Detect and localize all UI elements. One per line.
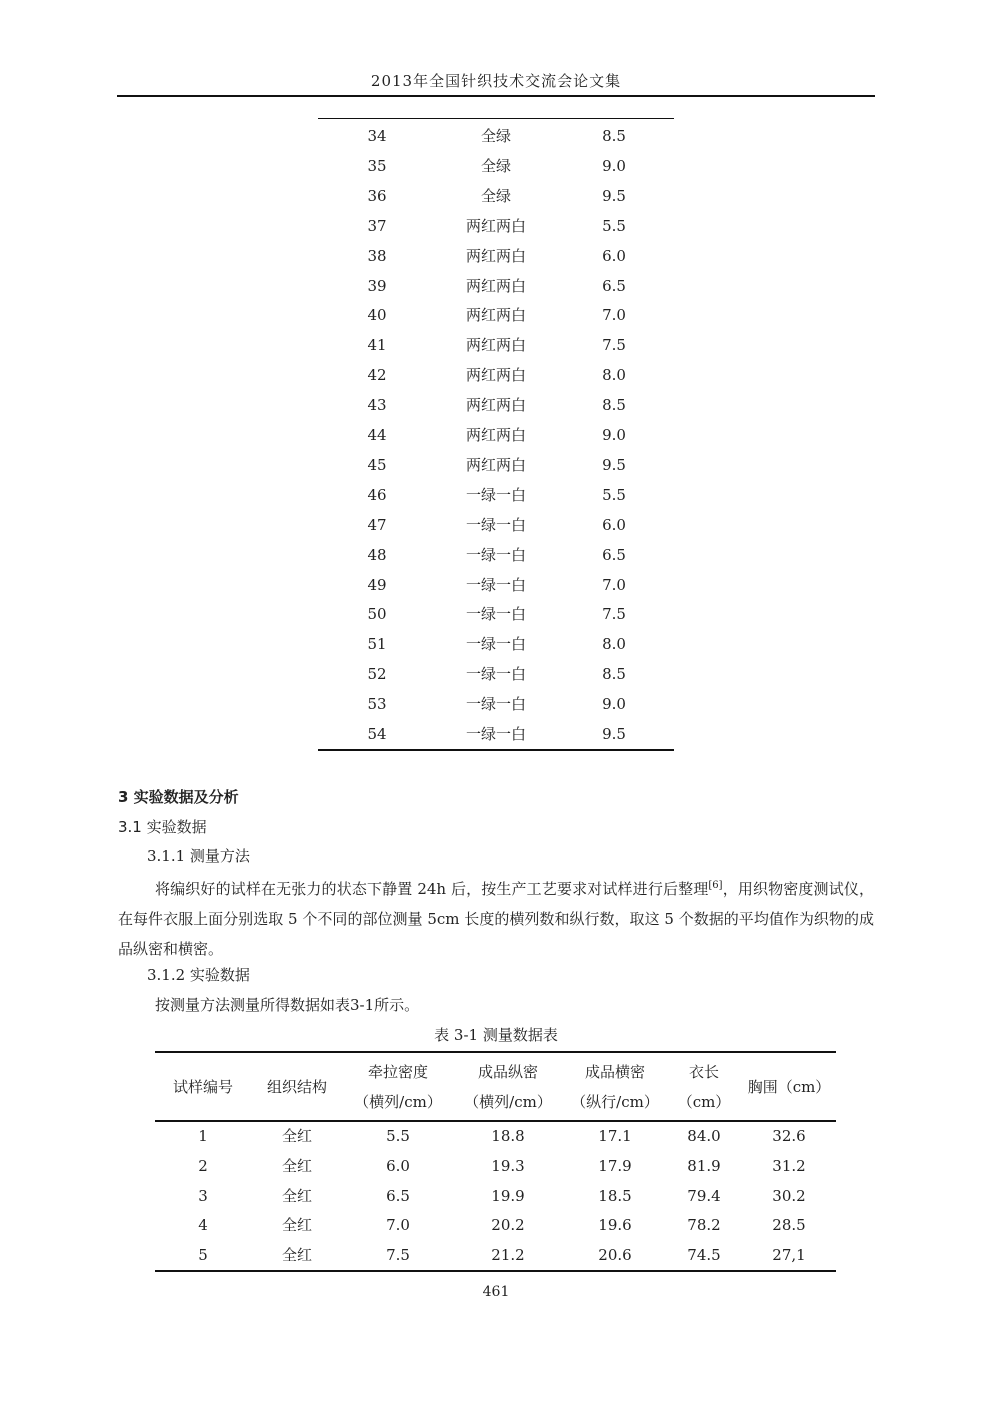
paragraph-text: 将编织好的试样在无张力的状态下静置 24h 后，按生产工艺要求对试样进行后整理 — [155, 880, 709, 898]
table-cell: 全红 — [281, 1246, 312, 1265]
table-cell: 19.9 — [491, 1186, 525, 1205]
sample-number-cell: 47 — [367, 515, 387, 534]
table-row — [318, 121, 674, 151]
sample-number-cell: 39 — [367, 276, 387, 295]
column-header: 衣长 — [688, 1063, 719, 1081]
table-row — [318, 450, 674, 480]
table-cell: 5.5 — [386, 1127, 410, 1145]
table2-header — [155, 1057, 836, 1117]
structure-cell: 一绿一白 — [465, 575, 526, 594]
structure-cell: 一绿一白 — [465, 605, 526, 624]
structure-cell: 一绿一白 — [465, 545, 526, 564]
sample-number-cell: 41 — [367, 336, 387, 355]
sample-number-cell: 35 — [367, 156, 387, 175]
table2-top-border — [155, 1051, 836, 1053]
structure-cell: 两红两白 — [465, 276, 526, 295]
sample-number-cell: 54 — [367, 725, 387, 743]
table-cell: 31.2 — [772, 1156, 806, 1175]
density-cell: 8.5 — [602, 665, 626, 684]
table-cell: 全红 — [281, 1127, 312, 1145]
table-row — [155, 1121, 836, 1151]
density-cell: 7.0 — [602, 306, 626, 325]
column-header-unit: （横列/cm） — [354, 1093, 442, 1111]
table-cell: 3 — [198, 1186, 208, 1205]
sample-number-cell: 52 — [367, 665, 387, 684]
table-row — [318, 360, 674, 390]
table-row — [318, 629, 674, 659]
table-cell: 7.0 — [386, 1216, 410, 1235]
column-header: 胸围（cm） — [747, 1078, 831, 1096]
section-heading-3-1-1: 3.1.1 测量方法 — [147, 847, 250, 865]
density-cell: 7.5 — [602, 605, 626, 624]
sample-number-cell: 46 — [367, 485, 387, 504]
table-cell: 全红 — [281, 1186, 312, 1205]
column-header: 组织结构 — [266, 1078, 327, 1096]
table-cell: 18.8 — [491, 1127, 525, 1145]
structure-cell: 一绿一白 — [465, 665, 526, 684]
density-cell: 7.0 — [602, 575, 626, 594]
table-row — [155, 1151, 836, 1181]
density-cell: 6.5 — [602, 276, 626, 295]
table-cell: 1 — [198, 1127, 208, 1145]
table-cell: 19.6 — [598, 1216, 632, 1235]
table-cell: 78.2 — [687, 1216, 721, 1235]
density-cell: 9.5 — [602, 455, 626, 474]
running-header: 2013年全国针织技术交流会论文集 — [370, 72, 622, 90]
table-cell: 19.3 — [491, 1156, 525, 1175]
table-cell: 32.6 — [772, 1127, 806, 1145]
table-caption: 表 3-1 测量数据表 — [434, 1026, 558, 1044]
table-row — [318, 689, 674, 719]
column-header: 成品横密 — [584, 1063, 645, 1081]
table-cell: 84.0 — [687, 1127, 721, 1145]
structure-cell: 两红两白 — [465, 306, 526, 325]
table-cell: 5 — [198, 1246, 208, 1265]
structure-cell: 两红两白 — [465, 366, 526, 385]
table-cell: 17.1 — [598, 1127, 632, 1145]
column-header-unit: （纵行/cm） — [571, 1093, 659, 1111]
table-cell: 17.9 — [598, 1156, 632, 1175]
density-cell: 6.5 — [602, 545, 626, 564]
density-cell: 8.5 — [602, 396, 626, 415]
structure-cell: 一绿一白 — [465, 515, 526, 534]
structure-cell: 两红两白 — [465, 396, 526, 415]
page-number: 461 — [482, 1284, 510, 1300]
density-cell: 9.5 — [602, 725, 626, 743]
table-cell: 7.5 — [386, 1246, 410, 1265]
structure-cell: 一绿一白 — [465, 695, 526, 714]
density-cell: 9.0 — [602, 695, 626, 714]
table-cell: 6.0 — [386, 1156, 410, 1175]
sample-number-cell: 45 — [367, 455, 387, 474]
structure-cell: 两红两白 — [465, 246, 526, 265]
sample-number-cell: 36 — [367, 186, 387, 205]
table-cell: 30.2 — [772, 1186, 806, 1205]
structure-cell: 两红两白 — [465, 216, 526, 235]
density-cell: 5.5 — [602, 216, 626, 235]
table-row — [318, 480, 674, 510]
table-cell: 6.5 — [386, 1186, 410, 1205]
table-row — [318, 151, 674, 181]
table-cell: 4 — [198, 1216, 208, 1235]
table-cell: 全红 — [281, 1216, 312, 1235]
section-heading-3: 3 实验数据及分析 — [118, 788, 239, 806]
sample-number-cell: 53 — [367, 695, 387, 714]
structure-cell: 两红两白 — [465, 426, 526, 444]
table-cell: 全红 — [281, 1156, 312, 1175]
table-row — [318, 330, 674, 360]
sample-number-cell: 44 — [367, 426, 387, 444]
table-row — [318, 420, 674, 450]
structure-cell: 全绿 — [480, 186, 511, 205]
table-row — [155, 1240, 836, 1270]
column-header-unit: （横列/cm） — [464, 1093, 552, 1111]
sample-number-cell: 50 — [367, 605, 387, 624]
column-header: 牵拉密度 — [367, 1063, 428, 1081]
structure-cell: 两红两白 — [465, 336, 526, 355]
citation-ref[interactable]: [6] — [708, 880, 723, 891]
table-top-border — [318, 118, 674, 119]
density-cell: 5.5 — [602, 485, 626, 504]
table-cell: 27,1 — [772, 1246, 806, 1265]
density-cell: 8.0 — [602, 366, 626, 385]
paragraph-data: 按测量方法测量所得数据如表3-1所示。 — [155, 996, 420, 1014]
table-row — [318, 599, 674, 629]
table-cell: 2 — [198, 1156, 208, 1175]
table-cell: 81.9 — [687, 1156, 721, 1175]
table-row — [318, 510, 674, 540]
density-cell: 8.5 — [602, 127, 626, 145]
table-row — [318, 271, 674, 301]
structure-cell: 一绿一白 — [465, 635, 526, 654]
structure-cell: 全绿 — [480, 156, 511, 175]
sample-number-cell: 43 — [367, 396, 387, 415]
paragraph-text: ，用织物密度测试仪，在每件衣服上面分别选取 5 个不同的部位测量 5cm 长度的横列数和纵行数，取这 5 个数据的平均值作为织物的成品纵密和横密。 — [118, 880, 874, 958]
structure-cell: 一绿一白 — [465, 725, 526, 743]
column-header: 成品纵密 — [477, 1063, 538, 1081]
table-cell: 20.2 — [491, 1216, 525, 1235]
sample-number-cell: 34 — [367, 127, 387, 145]
table-row — [318, 659, 674, 689]
table2-bottom-border — [155, 1270, 836, 1272]
sample-number-cell: 51 — [367, 635, 387, 654]
table-row — [318, 300, 674, 330]
table-cell: 20.6 — [598, 1246, 632, 1265]
paragraph-method — [118, 871, 874, 964]
sample-number-cell: 48 — [367, 545, 387, 564]
density-cell: 6.0 — [602, 246, 626, 265]
sample-number-cell: 40 — [367, 306, 387, 325]
structure-cell: 一绿一白 — [465, 485, 526, 504]
sample-number-cell: 38 — [367, 246, 387, 265]
table-row — [155, 1210, 836, 1240]
table-row — [318, 390, 674, 420]
header-rule — [117, 95, 875, 97]
sample-number-cell: 37 — [367, 216, 387, 235]
density-cell: 8.0 — [602, 635, 626, 654]
density-cell: 9.0 — [602, 426, 626, 444]
table-row — [318, 570, 674, 600]
column-header-unit: （cm） — [677, 1093, 731, 1111]
density-cell: 9.5 — [602, 186, 626, 205]
section-heading-3-1: 3.1 实验数据 — [118, 818, 207, 836]
column-header: 试样编号 — [172, 1078, 233, 1096]
table-row — [155, 1181, 836, 1211]
table-row — [318, 241, 674, 271]
table-cell: 18.5 — [598, 1186, 632, 1205]
table-bottom-border — [318, 749, 674, 751]
structure-cell: 两红两白 — [465, 455, 526, 474]
table-cell: 74.5 — [687, 1246, 721, 1265]
table-row — [318, 181, 674, 211]
density-cell: 7.5 — [602, 336, 626, 355]
density-cell: 6.0 — [602, 515, 626, 534]
structure-cell: 全绿 — [480, 127, 511, 145]
density-cell: 9.0 — [602, 156, 626, 175]
table-row — [318, 540, 674, 570]
table-row — [318, 719, 674, 749]
table-cell: 79.4 — [687, 1186, 721, 1205]
sample-number-cell: 42 — [367, 366, 387, 385]
section-heading-3-1-2: 3.1.2 实验数据 — [147, 966, 250, 984]
table-cell: 21.2 — [491, 1246, 525, 1265]
sample-number-cell: 49 — [367, 575, 387, 594]
table-cell: 28.5 — [772, 1216, 806, 1235]
table-row — [318, 211, 674, 241]
